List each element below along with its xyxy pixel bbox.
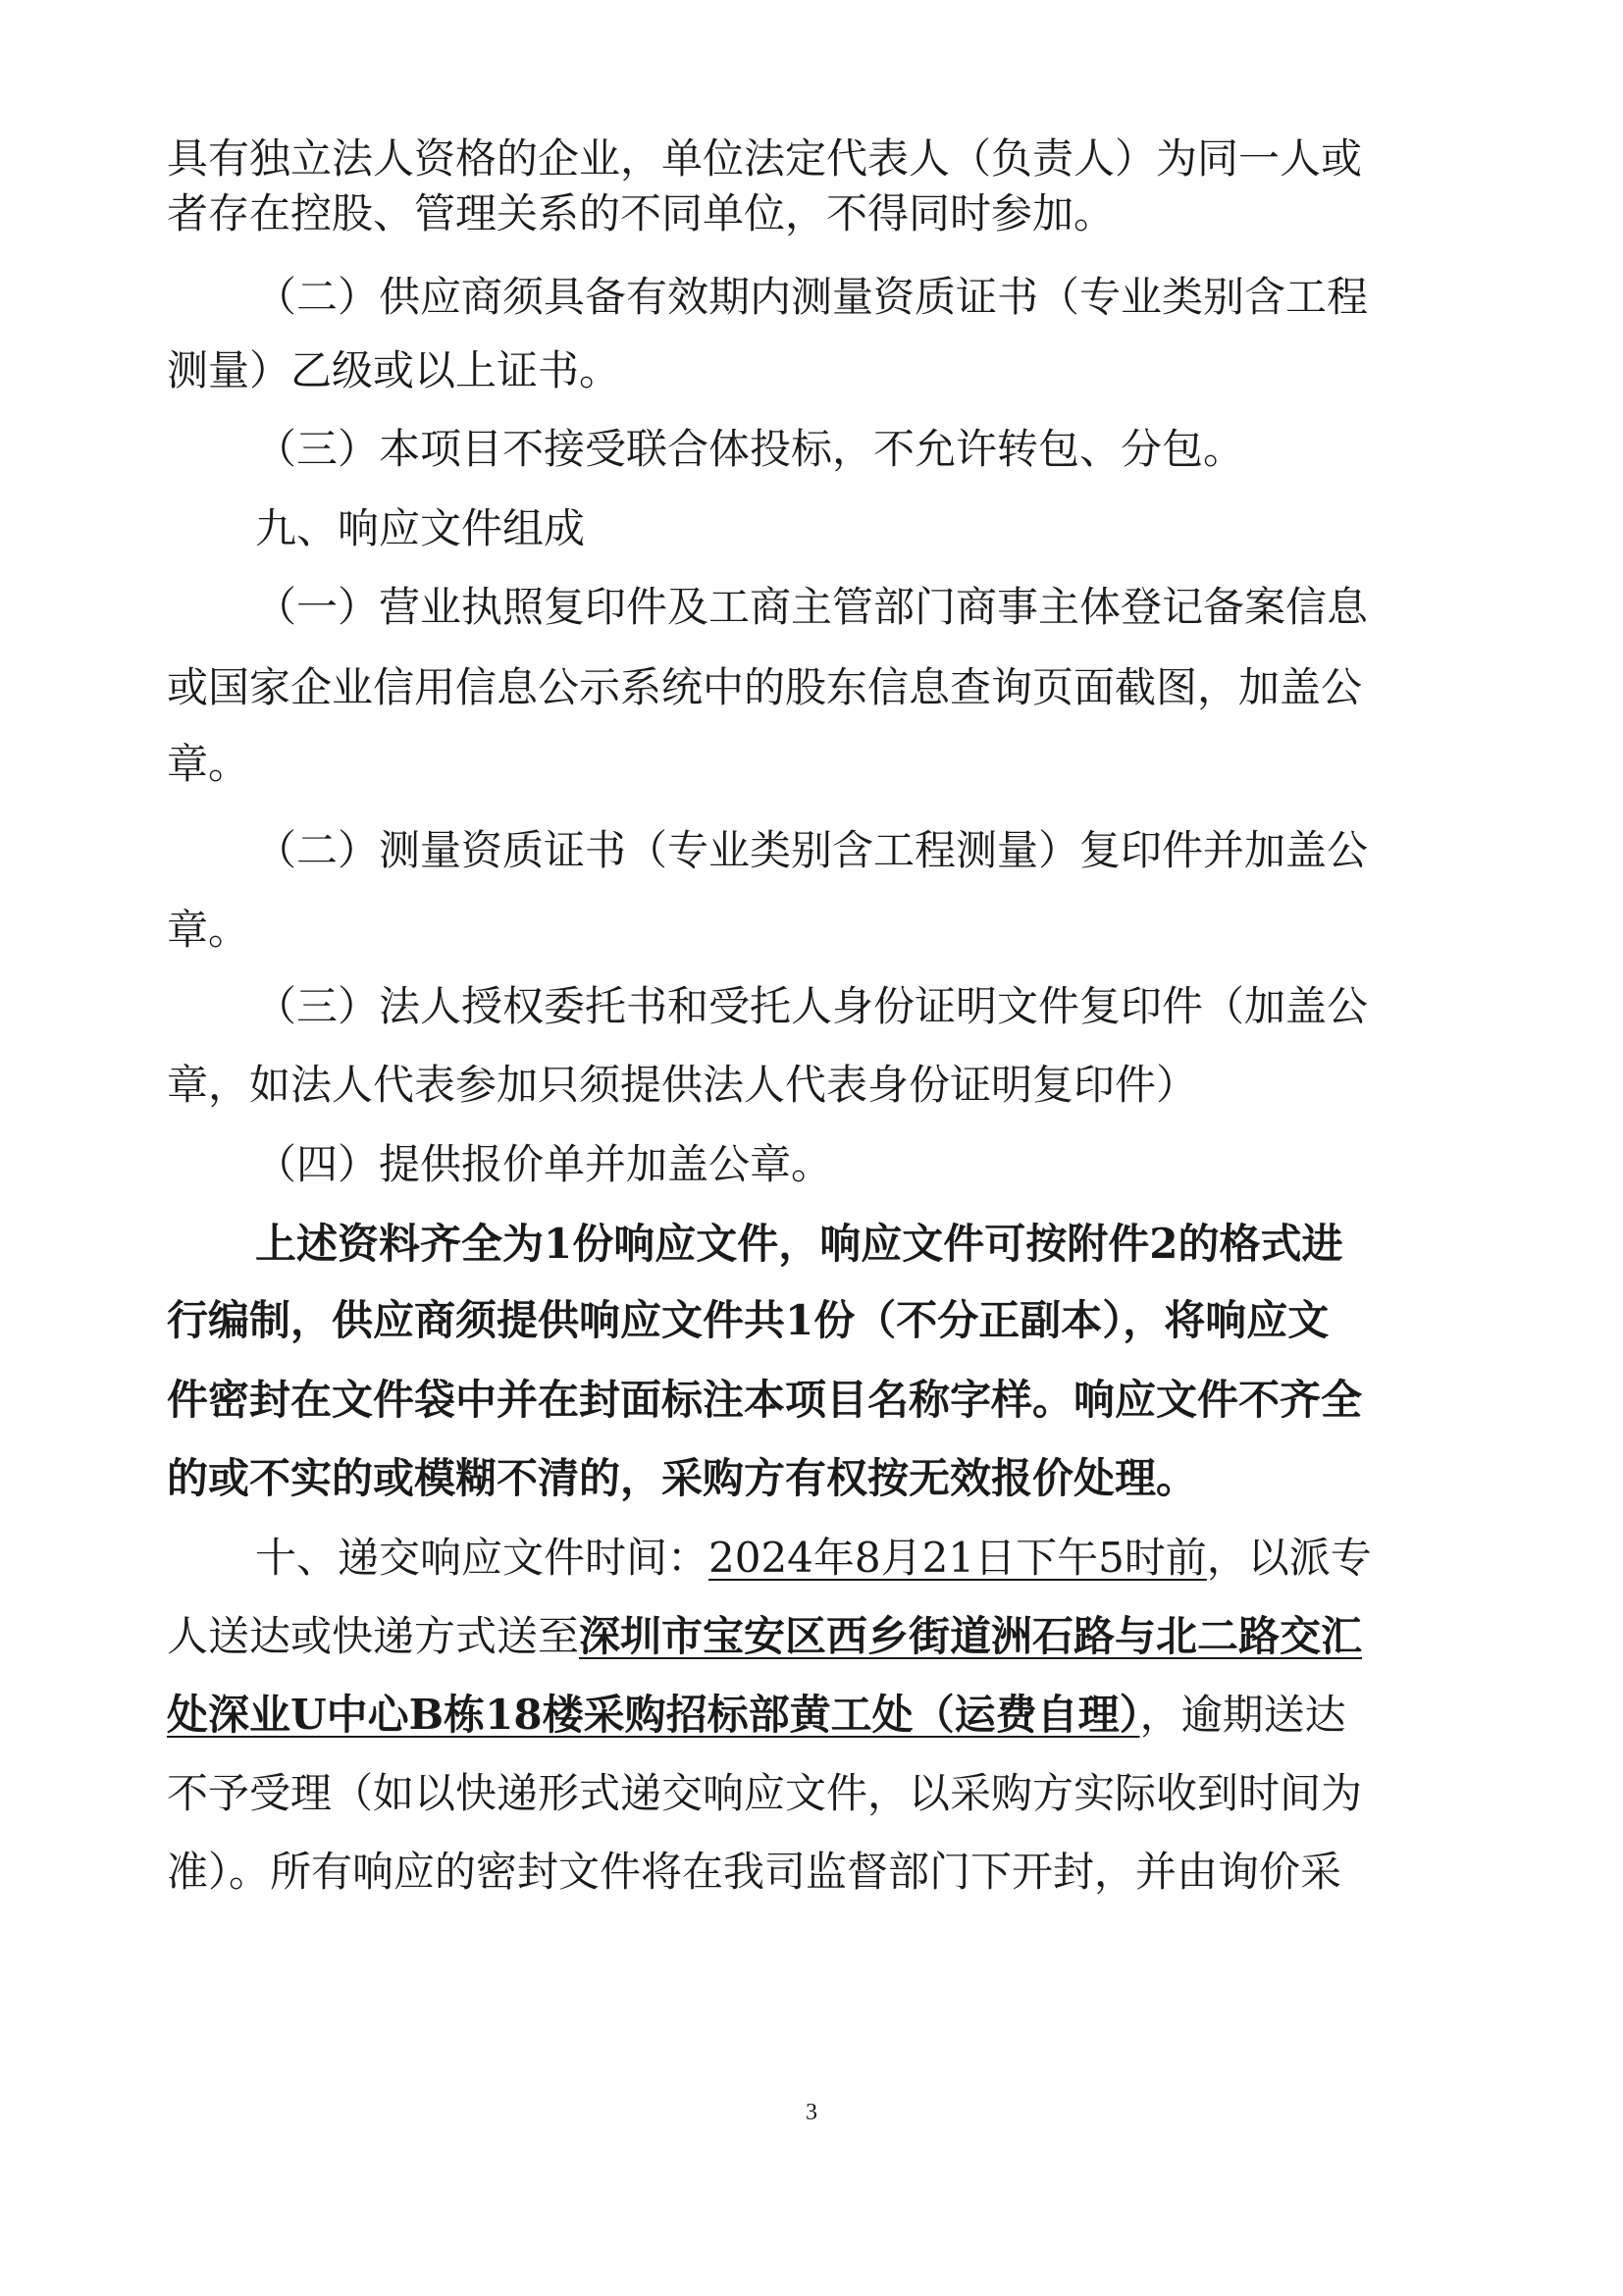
submission-line-2 [167,1609,1464,1664]
submission-label: 十、递交响应文件时间： [255,1534,709,1582]
bold-paragraph-line: 行编制，供应商须提供响应文件共1份（不分正副本），将响应文 [167,1296,1330,1344]
paragraph-line: 章。 [167,740,250,788]
paragraph-line: （三）法人授权委托书和受托人身份证明文件复印件（加盖公 [255,982,1369,1030]
paragraph-line: 测量）乙级或以上证书。 [167,346,621,394]
paragraph-line: 章，如法人代表参加只须提供法人代表身份证明复印件） [167,1061,1198,1109]
paragraph-line: 具有独立法人资格的企业，单位法定代表人（负责人）为同一人或 [167,134,1363,183]
paragraph-line: 者存在控股、管理关系的不同单位，不得同时参加。 [167,189,1116,237]
submission-text: 人送达或快递方式送至 [167,1612,580,1660]
submission-deadline: 2024年8月21日下午5时前 [708,1534,1207,1582]
section-heading: 九、响应文件组成 [255,504,586,552]
paragraph-line: （二）测量资质证书（专业类别含工程测量）复印件并加盖公 [255,826,1369,874]
paragraph-line: （二）供应商须具备有效期内测量资质证书（专业类别含工程 [255,273,1369,321]
paragraph-line: （四）提供报价单并加盖公章。 [255,1140,833,1188]
paragraph-line: 或国家企业信用信息公示系统中的股东信息查询页面截图，加盖公 [167,663,1363,711]
paragraph-line: （一）营业执照复印件及工商主管部门商事主体登记备案信息 [255,583,1369,631]
submission-text: ，逾期送达 [1139,1691,1346,1739]
submission-line-1 [255,1531,1464,1586]
paragraph-line: 章。 [167,906,250,954]
submission-text: ，以派专 [1206,1534,1372,1582]
paragraph-line: 准）。所有响应的密封文件将在我司监督部门下开封，并由询价采 [167,1848,1342,1896]
paragraph-line: 不予受理（如以快递形式递交响应文件，以采购方实际收到时间为 [167,1769,1363,1817]
bold-paragraph-line: 上述资料齐全为1份响应文件，响应文件可按附件2的格式进 [255,1220,1343,1268]
submission-address: 深圳市宝安区西乡街道洲石路与北二路交汇 [579,1612,1363,1660]
paragraph-line: （三）本项目不接受联合体投标，不允许转包、分包。 [255,425,1245,473]
submission-line-3 [167,1688,1464,1743]
submission-address: 处深业U中心B栋18楼采购招标部黄工处（运费自理） [167,1691,1140,1739]
page-number: 3 [806,2100,817,2125]
bold-paragraph-line: 件密封在文件袋中并在封面标注本项目名称字样。响应文件不齐全 [167,1376,1363,1424]
bold-paragraph-line: 的或不实的或模糊不清的，采购方有权按无效报价处理。 [167,1454,1198,1502]
